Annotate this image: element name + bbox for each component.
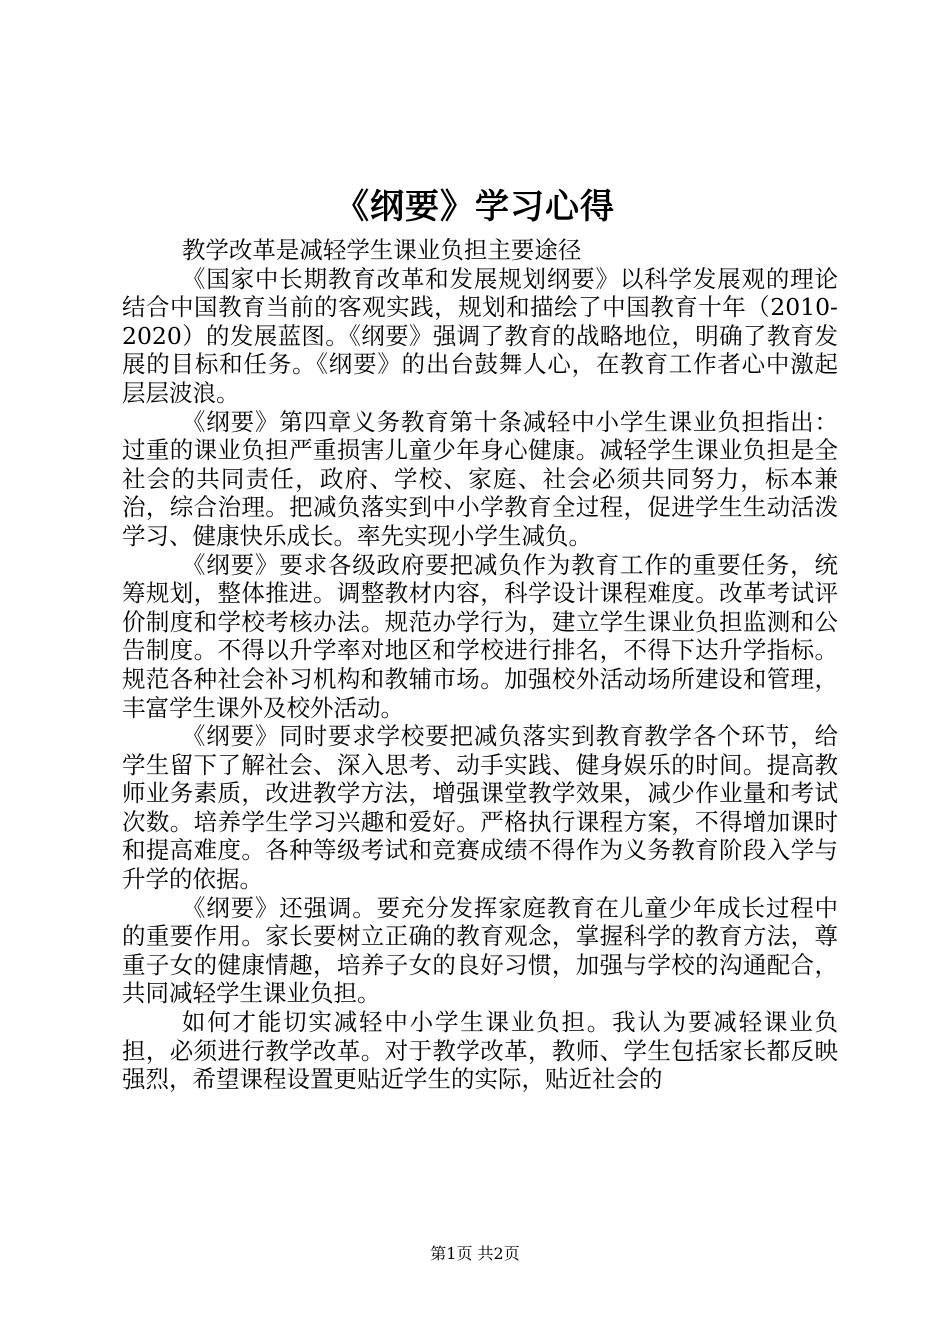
document-title: 《纲要》学习心得 bbox=[335, 187, 615, 227]
page-number-footer: 第1页 共2页 bbox=[430, 1244, 520, 1263]
paragraph-4: 《纲要》同时要求学校要把减负落实到教育教学各个环节，给学生留下了解社会、深入思考、动手实践、健身娱乐的时间。提高教师业务素质，改进教学方法，增强课堂教学效果，减少作业量和考试次数。培养学生学习兴趣和爱好。严格执行课程方案，不得增加课时和提高难度。各种等级考试和竞赛成绩不得作为义务教育阶段入学与升学的依据。 bbox=[122, 722, 838, 894]
paragraph-1: 《国家中长期教育改革和发展规划纲要》以科学发展观的理论结合中国教育当前的客观实践，规划和描绘了中国教育十年（2010-2020）的发展蓝图。《纲要》强调了教育的战略地位，明确了教育发展的目标和任务。《纲要》的出台鼓舞人心，在教育工作者心中激起层层波浪。 bbox=[122, 264, 838, 407]
paragraph-2: 《纲要》第四章义务教育第十条减轻中小学生课业负担指出：过重的课业负担严重损害儿童少年身心健康。减轻学生课业负担是全社会的共同责任，政府、学校、家庭、社会必须共同努力，标本兼治，综合治理。把减负落实到中小学教育全过程，促进学生生动活泼学习、健康快乐成长。率先实现小学生减负。 bbox=[122, 407, 838, 550]
paragraph-5: 《纲要》还强调。要充分发挥家庭教育在儿童少年成长过程中的重要作用。家长要树立正确的教育观念，掌握科学的教育方法，尊重子女的健康情趣，培养子女的良好习惯，加强与学校的沟通配合，共同减轻学生课业负担。 bbox=[122, 893, 838, 1008]
paragraph-subtitle: 教学改革是减轻学生课业负担主要途径 bbox=[181, 236, 582, 264]
paragraph-3: 《纲要》要求各级政府要把减负作为教育工作的重要任务，统筹规划，整体推进。调整教材内容，科学设计课程难度。改革考试评价制度和学校考核办法。规范办学行为，建立学生课业负担监测和公告制度。不得以升学率对地区和学校进行排名，不得下达升学指标。规范各种社会补习机构和教辅市场。加强校外活动场所建设和管理，丰富学生课外及校外活动。 bbox=[122, 550, 838, 722]
paragraph-6: 如何才能切实减轻中小学生课业负担。我认为要减轻课业负担，必须进行教学改革。对于教学改革，教师、学生包括家长都反映强烈，希望课程设置更贴近学生的实际，贴近社会的 bbox=[122, 1008, 838, 1094]
document-body bbox=[122, 236, 838, 1094]
